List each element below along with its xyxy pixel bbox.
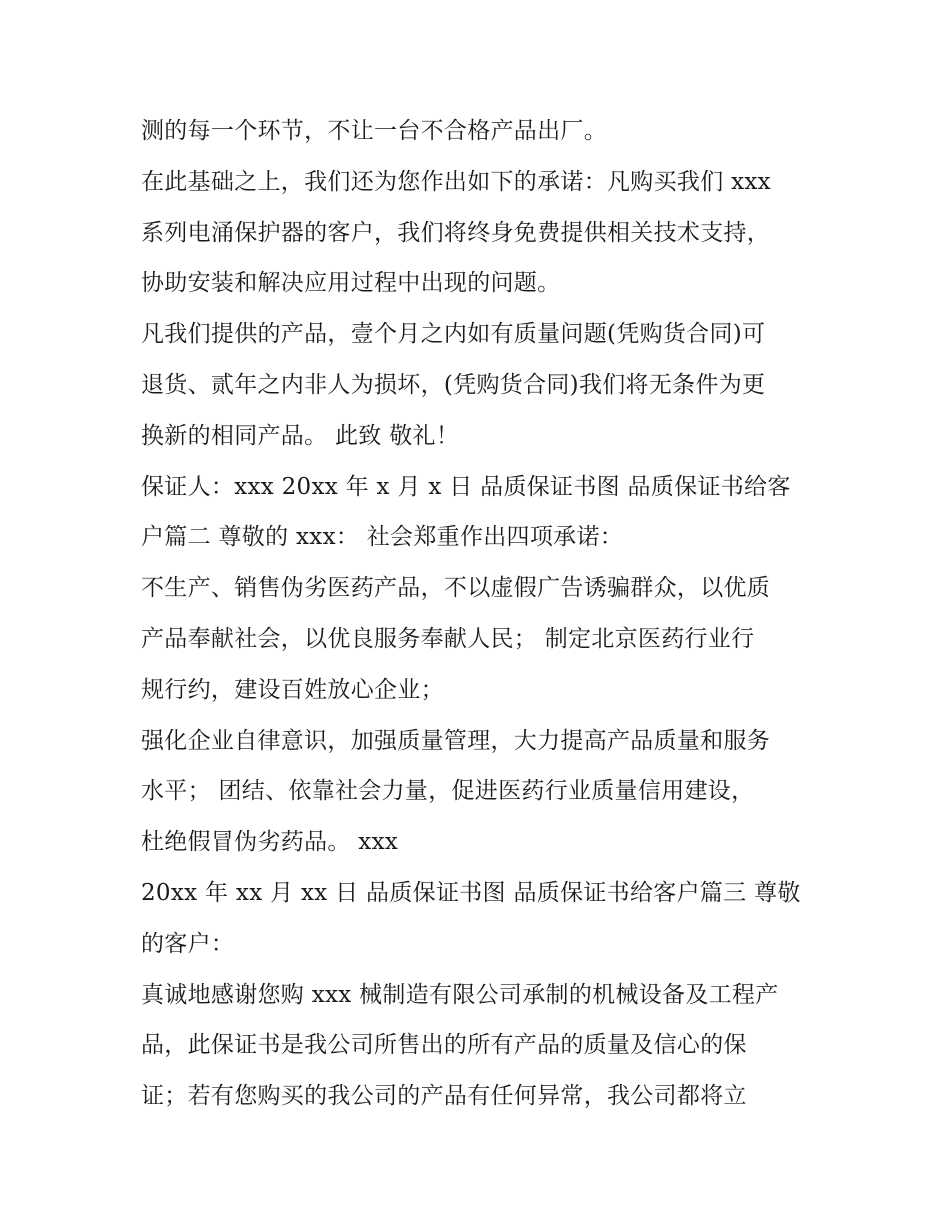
text-line: 退货、贰年之内非人为损坏，(凭购货合同)我们将无条件为更 (141, 371, 766, 398)
text-line: 凡我们提供的产品，壹个月之内如有质量问题(凭购货合同)可 (141, 321, 766, 348)
text-line: 杜绝假冒伪劣药品。 xxx (141, 829, 399, 856)
text-line: 在此基础之上，我们还为您作出如下的承诺：凡购买我们 xxx (141, 168, 771, 195)
text-line: 系列电涌保护器的客户，我们将终身免费提供相关技术支持， (141, 219, 771, 246)
text-line: 保证人：xxx 20xx 年 x 月 x 日 品质保证书图 品质保证书给客 (141, 473, 791, 500)
text-line: 强化企业自律意识，加强质量管理，大力提高产品质量和服务 (141, 727, 771, 754)
text-line: 换新的相同产品。 此致 敬礼！ (141, 422, 460, 449)
text-line: 产品奉献社会，以优良服务奉献人民； 制定北京医药行业行 (141, 625, 755, 652)
text-line: 的客户： (141, 930, 235, 957)
text-line: 水平； 团结、依靠社会力量，促进医药行业质量信用建设， (141, 778, 755, 805)
document-text (141, 106, 821, 1122)
text-line: 户篇二 尊敬的 xxx： 社会郑重作出四项承诺： (141, 524, 624, 551)
text-line: 不生产、销售伪劣医药产品，不以虚假广告诱骗群众，以优质 (141, 575, 771, 602)
text-line: 规行约，建设百姓放心企业； (141, 676, 444, 703)
text-line: 测的每一个环节，不让一台不合格产品出厂。 (141, 118, 607, 144)
text-line: 协助安装和解决应用过程中出现的问题。 (141, 270, 561, 297)
text-line: 品，此保证书是我公司所售出的所有产品的质量及信心的保 (141, 1032, 747, 1059)
text-line: 20xx 年 xx 月 xx 日 品质保证书图 品质保证书给客户篇三 尊敬 (141, 879, 801, 906)
text-line: 证；若有您购买的我公司的产品有任何异常，我公司都将立 (141, 1083, 747, 1110)
text-line: 真诚地感谢您购 xxx 械制造有限公司承制的机械设备及工程产 (141, 981, 779, 1008)
